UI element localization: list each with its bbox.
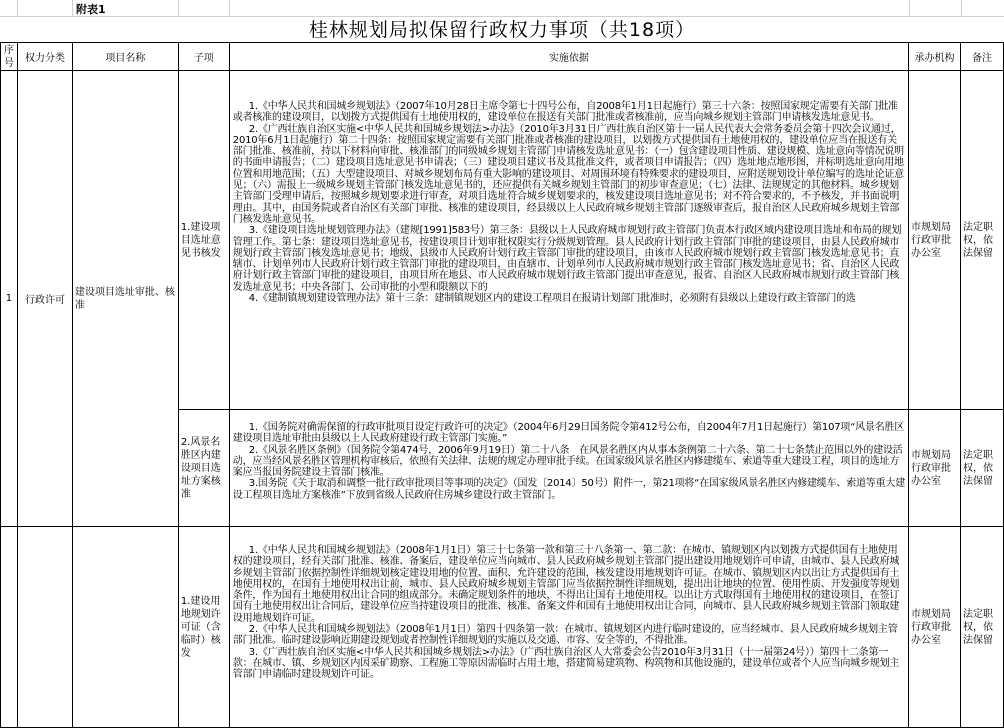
subitem-cell[interactable]: 1.建设用地规划许可证（含临时）核发 (178, 527, 229, 728)
basis-paragraph: 1.《国务院对确需保留的行政审批项目设定行政许可的决定》（2004年6月29日国务院令第412号公布，自2004年7月1日起施行）第107项“风景名胜区建设项目选址审批由县级以上人民政府建设行政主管部门实施。” (232, 422, 905, 445)
table-row (1, 527, 1004, 728)
column-header: 子项 (178, 43, 229, 71)
column-header: 序号 (1, 43, 18, 71)
basis-paragraph: 3.国务院《关于取消和调整一批行政审批项目等事项的决定》（国发〔2014〕50号）附件一，第21项将“在国家级风景名胜区内修建缆车、索道等重大建设工程项目选址方案核准”下放到省级人民政府住房城乡建设行政主管部门。 (232, 478, 906, 501)
sheet-cell[interactable] (178, 0, 230, 16)
remark-cell[interactable]: 法定职权，依法保留 (960, 410, 1003, 527)
basis-paragraph: 2.《广西壮族自治区实施<中华人民共和国城乡规划法>办法》（2010年3月31日广西壮族自治区第十一届人民代表大会常务委员会第十四次会议通过，2010年6月1日起施行）第二十四条：按照国家规定需要有关部门批准或者核准的建设项目，以划拨方式提供国有土地使用权的，建设单位应当在报送有关部门批准、核准前，持以下材料向审批、核准部门的同级城乡规划主管部门申请核发选址意见书：（一）包含建设项目性质、建设规模、选址意向等情况说明的书面申请报告；（二）建设项目选址意见书申请表；（三）建设项目建议书及其批准文件，或者项目申请报告；（四）选址地点地形图，并标明选址意向用地位置和用地范围；（五）大型建设项目、对城乡规划布局有重大影响的建设项目、对周围环境有特殊要求的建设项目，应附送规划设计单位编写的选址论证意见；（六）需报上一级城乡规划主管部门核发选址意见书的，还应提供有关城乡规划主管部门的初步审查意见；（七）法律、法规规定的其他材料。城乡规划主管部门受理申请后，按照城乡规划要求进行审查，对项目选址符合城乡规划要求的，核发建设项目选址意见书；对不符合要求的，不予核发，并书面说明理由。其中，由国务院或者自治区有关部门审批、核准的建设项目，经县级以上人民政府城乡规划主管部门逐级审查后，报自治区人民政府城乡规划主管部门核发选址意见书。 (232, 123, 904, 225)
column-header: 备注 (960, 43, 1003, 71)
basis-paragraph: 3.《建设项目选址规划管理办法》（建规[1991]583号）第三条：县级以上人民政府城市规划行政主管部门负责本行政区域内建设项目选址和布局的规划管理工作。第七条：建设项目选址意见书，按建设项目计划审批权限实行分级规划管理。县人民政府计划行政主管部门审批的建设项目，由县人民政府城市规划行政主管部门核发选址意见书；地级、县级市人民政府计划行政主管部门审批的建设项目，由该市人民政府城市规划行政主管部门核发选址意见书；直辖市、计划单列市人民政府计划行政主管部门审批的建设项目，由直辖市、计划单列市人民政府城市规划行政主管部门核发选址意见书；省、自治区人民政府计划行政主管部门审批的建设项目，由项目所在地县、市人民政府城市规划行政主管部门提出审查意见，报省、自治区人民政府城市规划行政主管部门核发选址意见书；中央各部门、公司审批的小型和限额以下的 (232, 225, 902, 293)
table-header-row (1, 43, 1004, 71)
column-header: 承办机构 (909, 43, 961, 71)
agency-cell[interactable]: 市规划局行政审批办公室 (909, 71, 961, 410)
column-header: 实施依据 (229, 43, 908, 71)
sheet-top-row (0, 0, 1004, 17)
seq-cell[interactable] (1, 527, 18, 728)
basis-paragraph: 1.《中华人民共和国城乡规划法》（2008年1月1日）第三十七条第一款和第三十八条第一、第二款：在城市、镇规划区内以划拨方式提供国有土地使用权的建设项目，经有关部门批准、核准、备案后，建设单位应当向城市、县人民政府城乡规划主管部门提出建设用地规划许可申请，由城市、县人民政府城乡规划主管部门依据控制性详细规划核定建设用地的位置、面积、允许建设的范围，核发建设用地规划许可证。在城市、镇规划区内以出让方式提供国有土地使用权的，在国有土地使用权出让前，城市、县人民政府城乡规划主管部门应当依据控制性详细规划，提出出让地块的位置、使用性质、开发强度等规划条件，作为国有土地使用权出让合同的组成部分。未确定规划条件的地块，不得出让国有土地使用权。以出让方式取得国有土地使用权的建设项目，在签订国有土地使用权出让合同后，建设单位应当持建设项目的批准、核准、备案文件和国有土地使用权出让合同，向城市、县人民政府城乡规划主管部门领取建设用地规划许可证。 (232, 545, 900, 624)
powers-table (0, 42, 1004, 728)
category-cell[interactable] (17, 527, 72, 728)
project-cell[interactable]: 建设项目选址审批、核准 (72, 71, 178, 527)
remark-cell[interactable]: 法定职权，依法保留 (960, 527, 1003, 728)
agency-cell[interactable]: 市规划局行政审批办公室 (909, 410, 961, 527)
seq-cell[interactable]: 1 (1, 71, 18, 527)
agency-cell[interactable]: 市规划局行政审批办公室 (909, 527, 961, 728)
page-title: 桂林规划局拟保留行政权力事项（共18项） (308, 19, 696, 41)
sheet-cell[interactable] (909, 0, 962, 16)
basis-paragraph: 2.《中华人民共和国城乡规划法》（2008年1月1日）第四十四条第一款：在城市、镇规划区内进行临时建设的，应当经城市、县人民政府城乡规划主管部门批准。临时建设影响近期建设规划或者控制性详细规划的实施以及交通、市容、安全等的，不得批准。 (232, 624, 898, 647)
sheet-cell[interactable] (229, 0, 910, 16)
category-cell[interactable]: 行政许可 (17, 71, 72, 527)
remark-cell[interactable]: 法定职权，依法保留 (960, 71, 1003, 410)
attachment-label: 附表1 (76, 3, 106, 16)
subitem-cell[interactable]: 2.风景名胜区内建设项目选址方案核准 (178, 410, 229, 527)
column-header: 项目名称 (72, 43, 178, 71)
subitem-cell[interactable]: 1.建设项目选址意见书核发 (178, 71, 229, 410)
sheet-cell[interactable] (17, 0, 73, 16)
basis-paragraph: 4.《建制镇规划建设管理办法》第十三条：建制镇规划区内的建设工程项目在报请计划部门批准时，必须附有县级以上建设行政主管部门的选 (248, 293, 856, 305)
sheet-cell[interactable] (0, 0, 18, 16)
project-cell[interactable] (72, 527, 178, 728)
basis-paragraph: 1.《中华人民共和国城乡规划法》（2007年10月28日主席令第七十四号公布，自2008年1月1日起施行）第三十六条：按照国家规定需要有关部门批准或者核准的建设项目，以划拨方式提供国有土地使用权的，建设单位在报送有关部门批准或者核准前，应当向城乡规划主管部门申请核发选址意见书。 (232, 101, 898, 124)
column-header: 权力分类 (17, 43, 72, 71)
basis-cell[interactable] (229, 527, 908, 728)
basis-cell[interactable] (229, 410, 908, 527)
table-row (1, 71, 1004, 410)
basis-cell[interactable] (229, 71, 908, 410)
basis-paragraph: 2.《风景名胜区条例》（国务院令第474号，2006年9月19日）第二十八条 在风景名胜区内从事本条例第二十六条、第二十七条禁止范围以外的建设活动，应当经风景名胜区管理机构审核后，依照有关法律、法规的规定办理审批手续。在国家级风景名胜区内修建缆车、索道等重大建设工程，项目的选址方案应当报国务院建设主管部门核准。 (232, 444, 903, 479)
basis-paragraph: 3.《广西壮族自治区实施<中华人民共和国城乡规划法>办法》（广西壮族自治区人大常委会公告2010年3月31日（十一届第24号））第四十二条第一款：在城市、镇、乡规划区内因采矿勘察、工程施工等原因需临时占用土地，搭建简易建筑物、构筑物和其他设施的，建设单位或者个人应当向城乡规划主管部门申请临时建设规划许可证。 (232, 646, 900, 681)
